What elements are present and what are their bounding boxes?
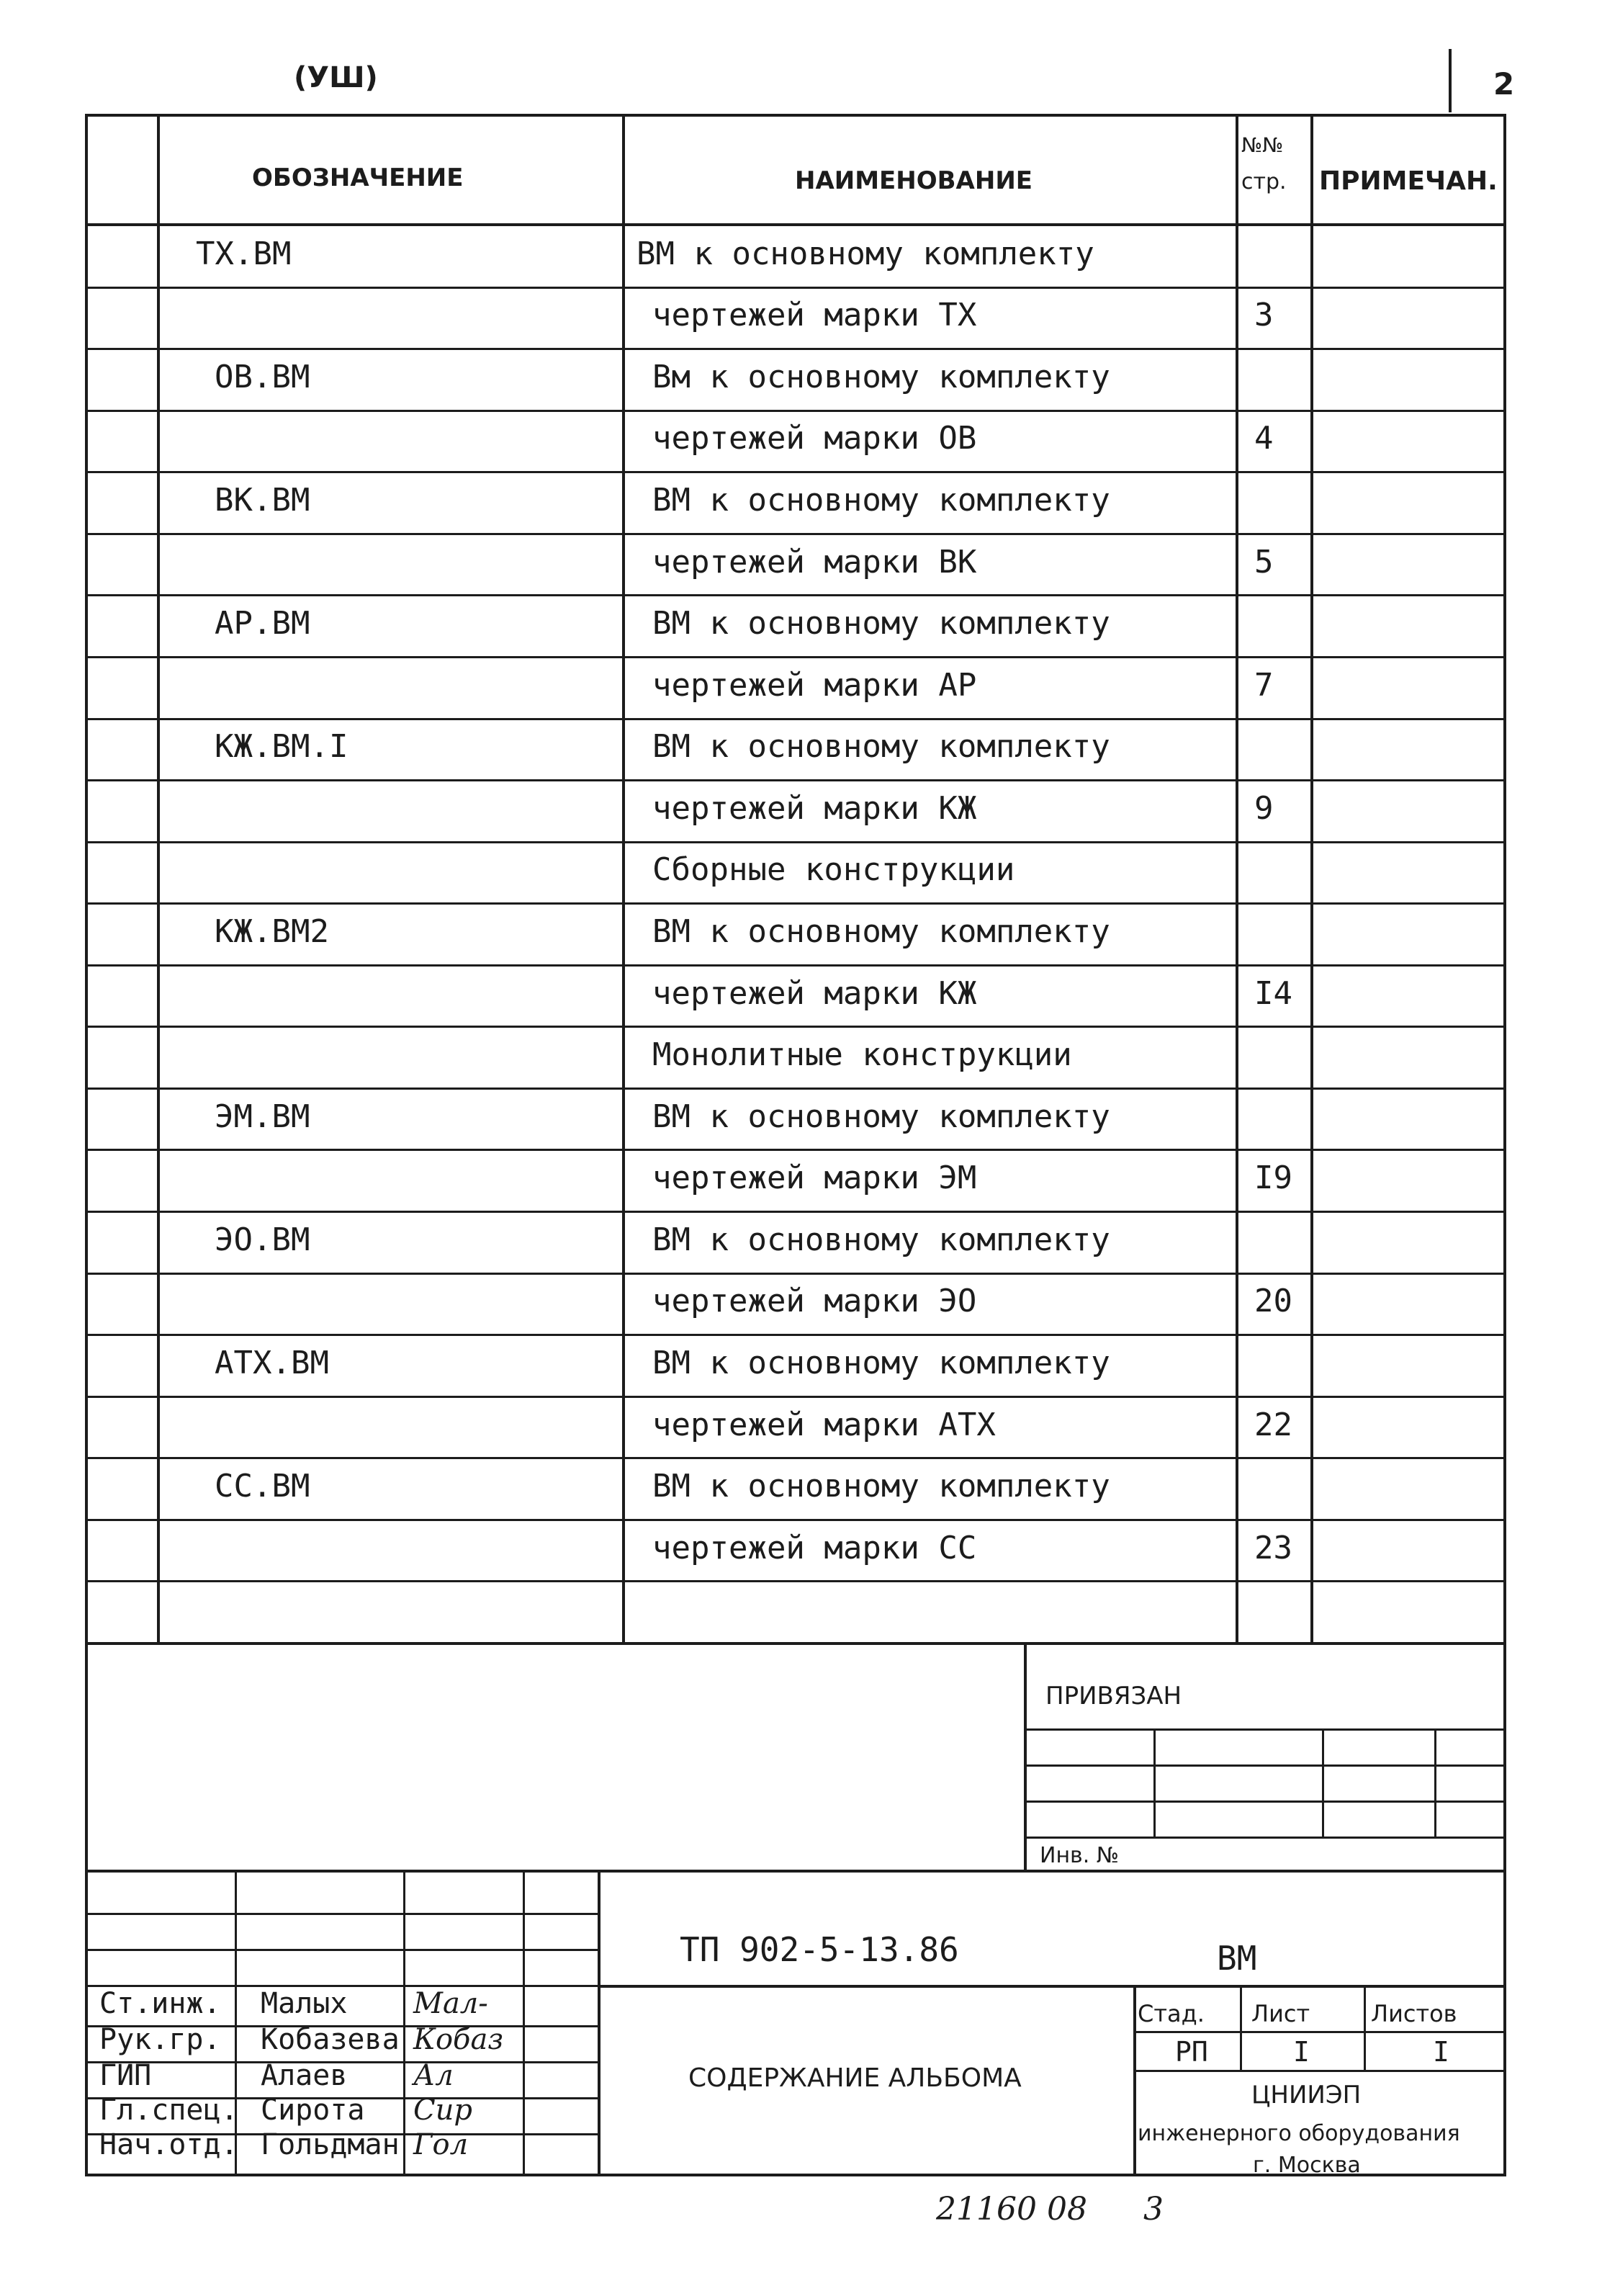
row-separator bbox=[85, 1580, 1506, 1582]
row-designation: КЖ.ВМ2 bbox=[215, 913, 329, 950]
signature-role: Рук.гр. bbox=[99, 2023, 221, 2056]
document-title: СОДЕРЖАНИЕ АЛЬБОМА bbox=[688, 2063, 1022, 2093]
handwritten-signature: Кобаз bbox=[413, 2023, 504, 2056]
signature-role: Нач.отд. bbox=[99, 2128, 238, 2161]
row-designation: АР.ВМ bbox=[215, 605, 310, 642]
handwritten-signature: Сир bbox=[413, 2094, 472, 2127]
signature-name: Гольдман bbox=[261, 2128, 400, 2161]
row-name: ВМ к основному комплекту bbox=[636, 236, 1094, 272]
row-separator bbox=[85, 1334, 1506, 1336]
row-designation: ЭМ.ВМ bbox=[215, 1098, 310, 1135]
handwritten-signature: Мал- bbox=[413, 1987, 488, 2020]
table-top-border bbox=[85, 114, 1506, 117]
row-page: 20 bbox=[1254, 1283, 1292, 1319]
table-right-border bbox=[1503, 114, 1506, 2176]
row-name: чертежей марки АТХ bbox=[652, 1407, 996, 1443]
row-page: 4 bbox=[1254, 420, 1274, 457]
title-block-top bbox=[85, 1870, 1506, 1873]
row-separator bbox=[85, 287, 1506, 289]
row-name: ВМ к основному комплекту bbox=[652, 482, 1110, 519]
row-name: ВМ к основному комплекту bbox=[652, 1221, 1110, 1258]
row-name: чертежей марки ОВ bbox=[652, 420, 977, 457]
row-separator bbox=[85, 1088, 1506, 1090]
row-separator bbox=[85, 779, 1506, 781]
sheet-value: I bbox=[1293, 2036, 1310, 2068]
header-bottom-border bbox=[85, 223, 1506, 226]
stage-row-2 bbox=[1133, 2070, 1506, 2072]
header-page-label: стр. bbox=[1241, 169, 1287, 194]
col-divider-4 bbox=[1310, 114, 1313, 1643]
row-name: чертежей марки ЭО bbox=[652, 1283, 977, 1319]
row-name: чертежей марки КЖ bbox=[652, 975, 977, 1012]
row-separator bbox=[85, 1211, 1506, 1213]
row-page: 23 bbox=[1254, 1530, 1292, 1566]
row-separator bbox=[85, 594, 1506, 596]
footer-page: 3 bbox=[1143, 2191, 1164, 2228]
sig-row-2 bbox=[85, 1949, 599, 1951]
row-separator bbox=[85, 1273, 1506, 1275]
row-name: ВМ к основному комплекту bbox=[652, 1345, 1110, 1381]
handwritten-signature: Ал bbox=[413, 2059, 454, 2092]
row-separator bbox=[85, 1396, 1506, 1398]
sig-col-2 bbox=[403, 1870, 405, 2176]
signature-name: Кобазева bbox=[261, 2023, 400, 2056]
row-designation: ВК.ВМ bbox=[215, 482, 310, 519]
code-row-bottom bbox=[598, 1985, 1506, 1988]
sheets-value: I bbox=[1433, 2036, 1449, 2068]
stage-row-1 bbox=[1133, 2031, 1506, 2033]
archive-number: 21160 08 bbox=[936, 2191, 1087, 2228]
header-designation: ОБОЗНАЧЕНИЕ bbox=[252, 163, 464, 192]
row-page: 5 bbox=[1254, 544, 1274, 580]
header-page-no: №№ bbox=[1241, 133, 1284, 157]
binding-col-2 bbox=[1322, 1728, 1324, 1837]
signature-role: Ст.инж. bbox=[99, 1987, 221, 2020]
stage-col-2 bbox=[1364, 1985, 1366, 2071]
row-designation: КЖ.ВМ.I bbox=[215, 728, 348, 765]
row-page: 22 bbox=[1254, 1407, 1292, 1443]
row-designation: СС.ВМ bbox=[215, 1468, 310, 1504]
binding-col-1 bbox=[1153, 1728, 1156, 1837]
row-separator bbox=[85, 471, 1506, 473]
binding-line-4 bbox=[1024, 1837, 1506, 1839]
handwritten-signature: Гол bbox=[413, 2128, 469, 2161]
sig-col-4 bbox=[598, 1870, 600, 2176]
signature-name: Алаев bbox=[261, 2059, 348, 2092]
row-page: I4 bbox=[1254, 975, 1292, 1012]
header-name: НАИМЕНОВАНИЕ bbox=[795, 166, 1033, 195]
row-name: ВМ к основному комплекту bbox=[652, 605, 1110, 642]
row-name: ВМ к основному комплекту bbox=[652, 728, 1110, 765]
row-separator bbox=[85, 1457, 1506, 1459]
row-name: ВМ к основному комплекту bbox=[652, 1098, 1110, 1135]
row-name: Монолитные конструкции bbox=[652, 1036, 1072, 1073]
page-marker: (УШ) bbox=[294, 61, 378, 94]
binding-col-3 bbox=[1434, 1728, 1436, 1837]
table-left-border bbox=[85, 114, 88, 2176]
sheet-number-divider bbox=[1449, 49, 1452, 112]
body-bottom-border bbox=[85, 1642, 1506, 1645]
signature-name: Сирота bbox=[261, 2094, 365, 2127]
col-divider-3 bbox=[1236, 114, 1238, 1643]
sheet-label: Лист bbox=[1251, 2000, 1310, 2027]
row-separator bbox=[85, 902, 1506, 905]
header-note: ПРИМЕЧАН. bbox=[1319, 166, 1498, 196]
document-mark: ВМ bbox=[1217, 1939, 1257, 1978]
row-name: чертежей марки ТХ bbox=[652, 297, 977, 333]
row-page: 3 bbox=[1254, 297, 1274, 333]
inventory-label: Инв. № bbox=[1040, 1843, 1120, 1868]
row-separator bbox=[85, 656, 1506, 658]
row-page: I9 bbox=[1254, 1160, 1292, 1196]
row-name: ВМ к основному комплекту bbox=[652, 913, 1110, 950]
row-name: чертежей марки ВК bbox=[652, 544, 977, 580]
row-designation: ТХ.ВМ bbox=[196, 236, 292, 272]
row-separator bbox=[85, 410, 1506, 412]
row-separator bbox=[85, 1149, 1506, 1151]
signature-role: Гл.спец. bbox=[99, 2094, 238, 2127]
col-divider-2 bbox=[622, 114, 625, 1643]
row-designation: АТХ.ВМ bbox=[215, 1345, 329, 1381]
sig-row-1 bbox=[85, 1913, 599, 1915]
row-name: Сборные конструкции bbox=[652, 851, 1015, 888]
signature-role: ГИП bbox=[99, 2059, 152, 2092]
organization-name: ЦНИИЭП bbox=[1251, 2081, 1362, 2109]
organization-department: инженерного оборудования bbox=[1138, 2121, 1460, 2146]
row-name: Вм к основному комплекту bbox=[652, 359, 1110, 395]
col-divider-1 bbox=[157, 114, 160, 1643]
row-page: 7 bbox=[1254, 667, 1274, 704]
stage-value: РП bbox=[1175, 2036, 1208, 2068]
row-name: чертежей марки СС bbox=[652, 1530, 977, 1566]
document-code: ТП 902-5-13.86 bbox=[680, 1930, 959, 1969]
row-separator bbox=[85, 348, 1506, 350]
sheet-number: 2 bbox=[1493, 66, 1515, 102]
row-name: ВМ к основному комплекту bbox=[652, 1468, 1110, 1504]
row-separator bbox=[85, 1026, 1506, 1028]
row-separator bbox=[85, 533, 1506, 535]
row-designation: ЭО.ВМ bbox=[215, 1221, 310, 1258]
stage-col-1 bbox=[1240, 1985, 1242, 2071]
row-separator bbox=[85, 964, 1506, 967]
binding-label: ПРИВЯЗАН bbox=[1045, 1682, 1182, 1710]
stage-label: Стад. bbox=[1138, 2000, 1205, 2027]
sig-col-3 bbox=[523, 1870, 525, 2176]
row-separator bbox=[85, 841, 1506, 843]
sheets-label: Листов bbox=[1371, 2000, 1457, 2027]
title-right-border bbox=[1133, 1985, 1136, 2176]
row-name: чертежей марки КЖ bbox=[652, 790, 977, 827]
row-name: чертежей марки АР bbox=[652, 667, 977, 704]
row-separator bbox=[85, 718, 1506, 720]
row-separator bbox=[85, 1519, 1506, 1521]
signature-name: Малых bbox=[261, 1987, 348, 2020]
row-name: чертежей марки ЭМ bbox=[652, 1160, 977, 1196]
row-designation: ОВ.ВМ bbox=[215, 359, 310, 395]
organization-city: г. Москва bbox=[1253, 2153, 1361, 2178]
row-page: 9 bbox=[1254, 790, 1274, 827]
